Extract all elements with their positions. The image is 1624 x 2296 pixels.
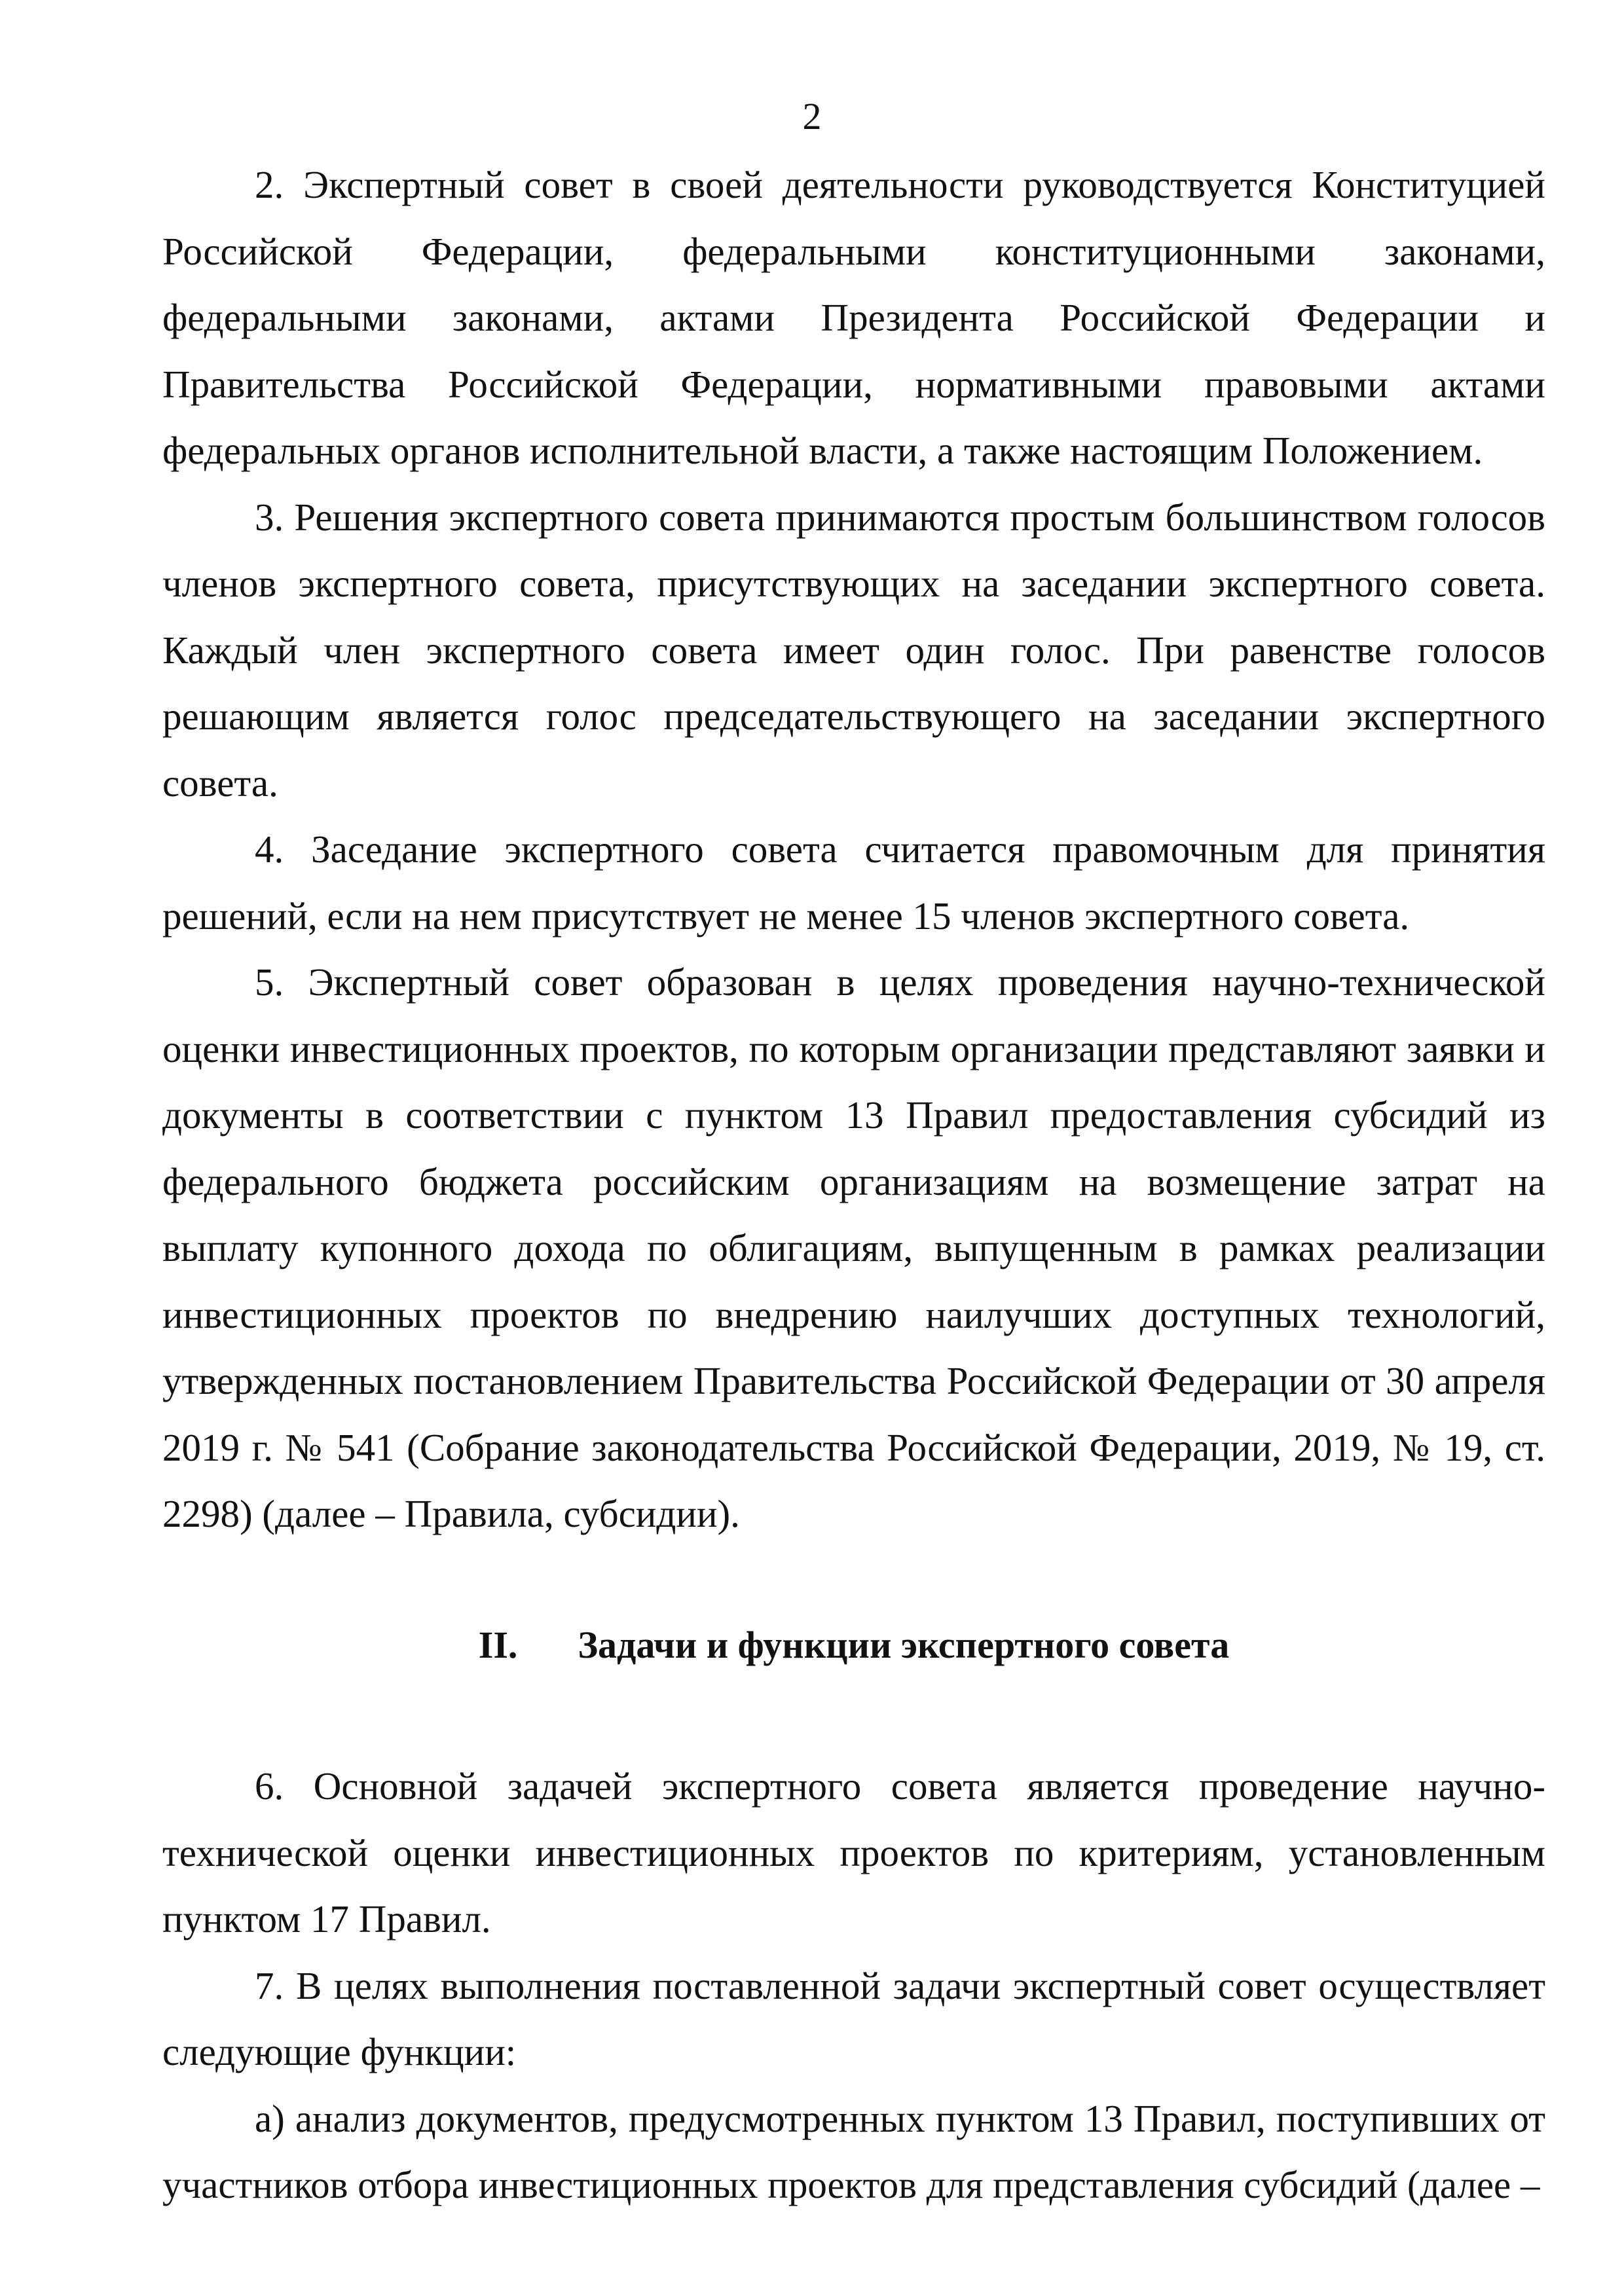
section-heading (162, 1612, 1545, 1679)
paragraph-3: 3. Решения экспертного совета принимаются простым большинством голосов членов экспертного совета, присутствующих на заседании экспертного совета. Каждый член экспертного совета имеет один голос. При равенстве голосов решающим является голос председательствующего на заседании экспертного совета. (162, 495, 1545, 805)
paragraph-7a: а) анализ документов, предусмотренных пунктом 13 Правил, поступивших от участников отбора инвестиционных проектов для представления субсидий (далее – (162, 2096, 1545, 2206)
paragraph-4: 4. Заседание экспертного совета считается правомочным для принятия решений, если на нем присутствует не менее 15 членов экспертного совета. (162, 828, 1545, 938)
paragraph-2: 2. Экспертный совет в своей деятельности руководствуется Конституцией Российской Федерации, федеральными конституционными законами, федеральными законами, актами Президента Российской Федерации и Правительства Российской Федерации, нормативными правовыми актами федеральных органов исполнительной власти, а также настоящим Положением. (162, 163, 1545, 472)
section-title: Задачи и функции экспертного совета (578, 1623, 1230, 1666)
page-number: 2 (802, 95, 822, 137)
paragraph-6: 6. Основной задачей экспертного совета является проведение научно-технической оценки инвестиционных проектов по критериям, установленным пунктом 17 Правил. (162, 1764, 1545, 1941)
paragraph-7: 7. В целях выполнения поставленной задачи экспертный совет осуществляет следующие функции: (162, 1963, 1545, 2073)
paragraph-5: 5. Экспертный совет образован в целях проведения научно-технической оценки инвестиционных проектов, по которым организации представляют заявки и документы в соответствии с пунктом 13 Правил предоставления субсидий из федерального бюджета российским организациям на возмещение затрат на выплату купонного дохода по облигациям, выпущенным в рамках реализации инвестиционных проектов по внедрению наилучших доступных технологий, утвержденных постановлением Правительства Российской Федерации от 30 апреля 2019 г. № 541 (Собрание законодательства Российской Федерации, 2019, № 19, ст. 2298) (далее – Правила, субсидии). (162, 960, 1545, 1535)
section-number: II. (478, 1623, 518, 1666)
document-body (162, 152, 1545, 2219)
